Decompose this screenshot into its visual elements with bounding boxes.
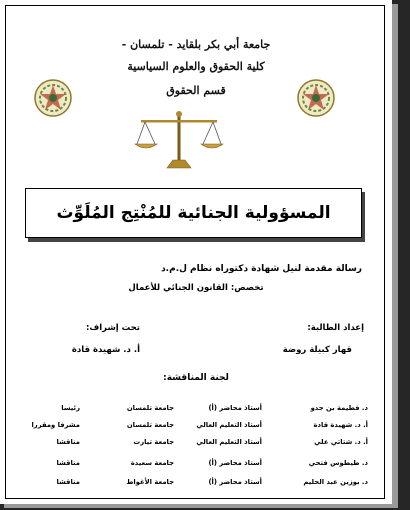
scales-of-justice-icon (133, 110, 225, 170)
member-university: جامعة الأغواط (126, 478, 174, 486)
committee-row (18, 421, 370, 433)
specialty-line: تخصص: القانون الجنائي للأعمال (128, 283, 264, 293)
member-role: مناقشا (56, 438, 80, 446)
supervisor-name: أ. د. شهيدة قادة (71, 345, 140, 355)
thesis-title: المسؤولية الجنائية للمُنْتِج المُلَوِّث (56, 203, 331, 223)
thesis-title-box (25, 188, 362, 238)
member-name: أ. د. شهيدة قادة (313, 421, 368, 429)
committee-heading: لجنة المناقشة: (163, 373, 229, 383)
committee-row (18, 478, 370, 490)
member-university: جامعة سعيدة (130, 459, 174, 467)
member-role: مناقشا (56, 459, 80, 467)
member-rank: أستاذ التعليم العالي (196, 421, 262, 429)
university-emblem-right (296, 78, 336, 118)
member-rank: أستاذ محاضر (أ) (208, 404, 262, 412)
member-name: د. فطيمة بن جدو (310, 404, 368, 412)
department-name: قسم الحقوق (166, 84, 226, 97)
student-name: قهار كبيلة روضة (282, 345, 352, 355)
member-rank: أستاذ التعليم العالي (196, 438, 262, 446)
member-rank: أستاذ محاضر (أ) (208, 459, 262, 467)
member-role: مشرفا ومقررا (31, 421, 80, 429)
student-label: إعداد الطالبة: (307, 323, 364, 333)
committee-row (18, 404, 370, 416)
university-emblem-left (33, 78, 73, 118)
member-university: جامعة تيارت (133, 438, 174, 446)
member-university: جامعة تلمسان (126, 421, 174, 429)
member-name: أ. د. شتاتي علي (314, 438, 368, 446)
page-shadow-right (392, 4, 398, 506)
member-rank: أستاذ محاضر (أ) (208, 478, 262, 486)
university-name: جامعة أبي بكر بلقايد - تلمسان - (121, 38, 271, 51)
supervisor-label: تحت إشراف: (85, 323, 140, 333)
member-university: جامعة تلمسان (126, 404, 174, 412)
page-shadow-bottom (4, 504, 398, 508)
member-role: رئيسا (61, 404, 80, 412)
member-name: د. طيطوس فتحي (308, 459, 368, 467)
thesis-degree-line: رسالة مقدمة لنيل شهادة دكتوراه نظام ل.م.د (161, 264, 362, 274)
committee-row (18, 459, 370, 471)
member-role: مناقشا (56, 478, 80, 486)
member-name: د. بوزين عبد الحليم (303, 478, 368, 486)
committee-row (18, 438, 370, 450)
faculty-name: كلية الحقوق والعلوم السياسية (127, 60, 265, 73)
